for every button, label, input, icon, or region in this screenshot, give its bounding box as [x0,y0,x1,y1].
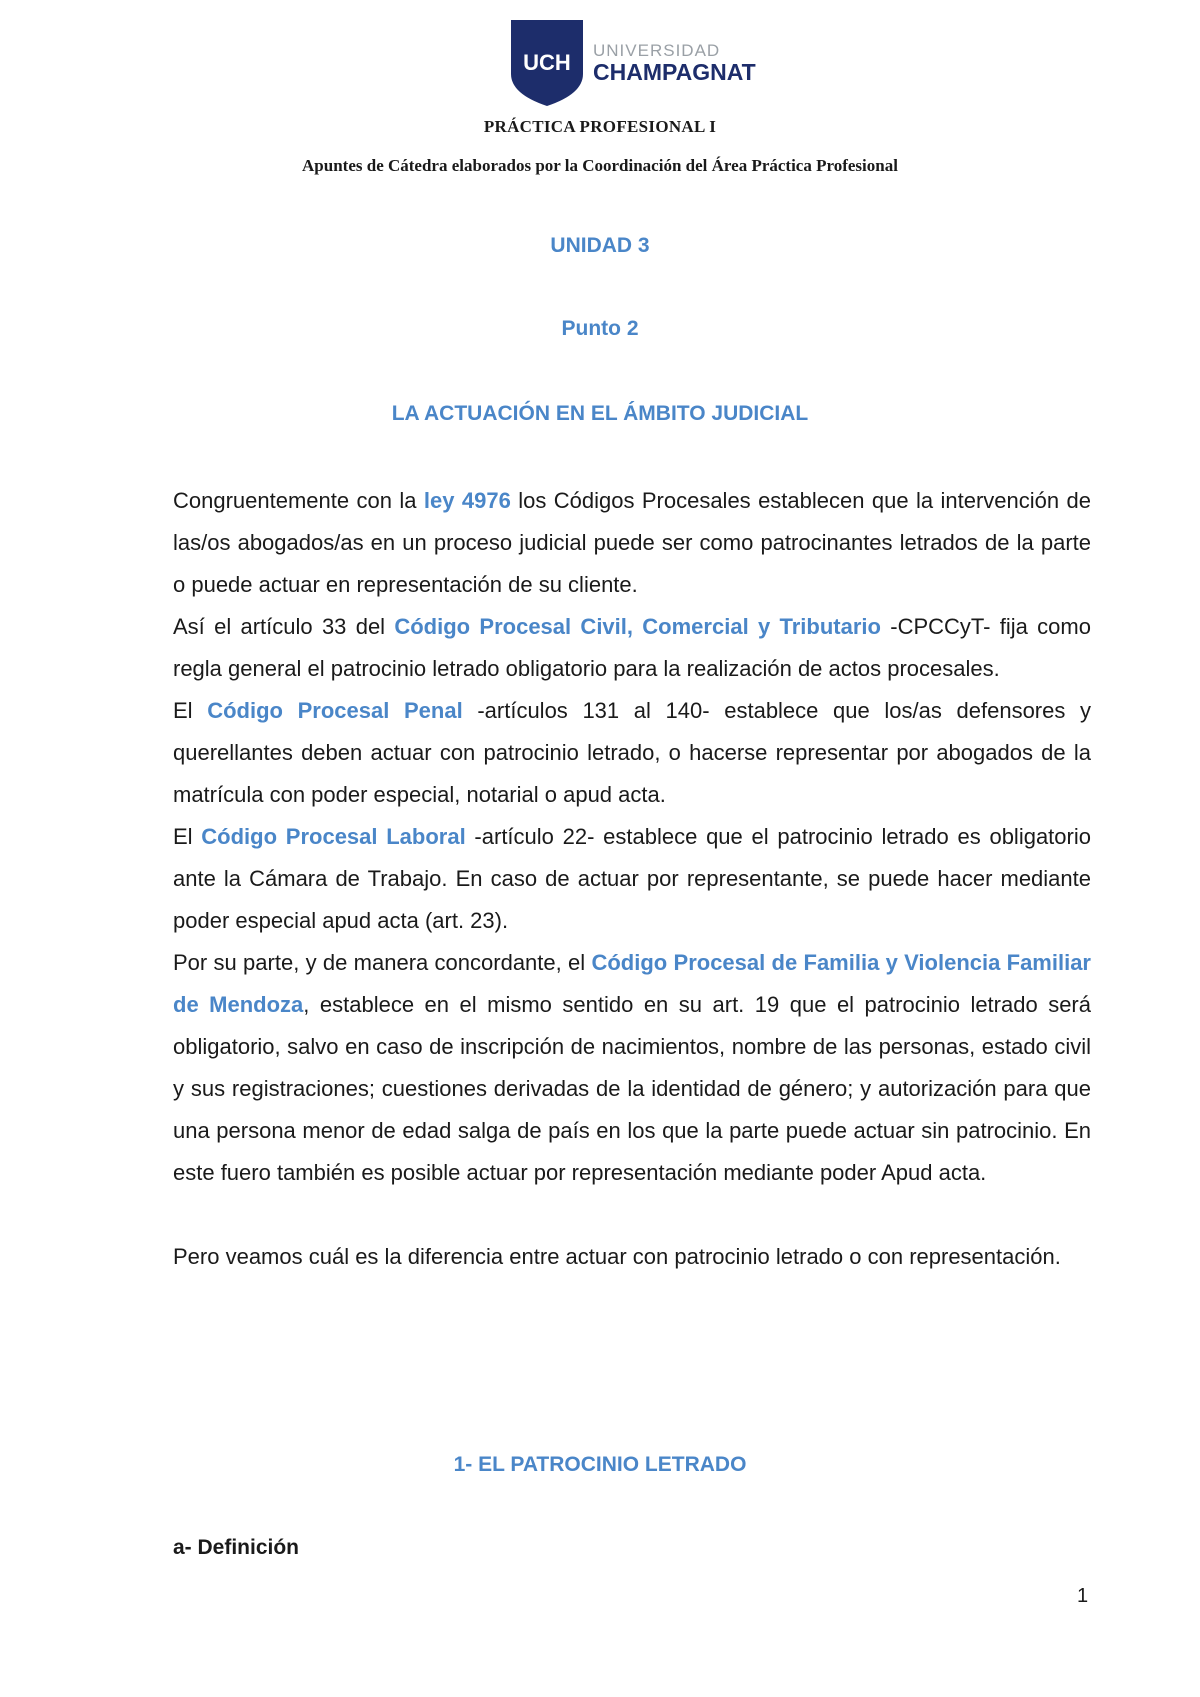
paragraph-1 [173,480,1091,606]
paragraph-4 [173,816,1091,942]
paragraph-spacer [173,1194,1091,1236]
document-header-title: PRÁCTICA PROFESIONAL I [483,117,717,136]
paragraph-3-text: El [173,698,208,723]
paragraph-3-text-2: -artículos 131 al 140- establece que los/as defensores y querellantes deben actuar con patrocinio letrado, o hacerse representar por abogados de la matrícula con poder especial, notarial o apud acta. [173,698,1092,807]
paragraph-6: Pero veamos cuál es la diferencia entre actuar con patrocinio letrado o con representación. [173,1244,1061,1269]
definicion-subheading: a- Definición [173,1536,300,1559]
paragraph-4-text: El [173,824,202,849]
paragraph-2 [173,606,1091,690]
patrocinio-letrado-heading: 1- EL PATROCINIO LETRADO [453,1453,747,1476]
paragraph-3 [173,690,1091,816]
paragraph-1-text-2: los Códigos Procesales establecen que la intervención de las/os abogados/as en un proceso judicial puede ser como patrocinantes letrados de la parte o puede actuar en representación de su cliente. [173,488,1091,597]
cpccyt-link[interactable]: Código Procesal Civil, Comercial y Tributario [394,614,881,639]
paragraph-5-text-2: , establece en el mismo sentido en su art. 19 que el patrocinio letrado será obligatorio, salvo en caso de inscripción de nacimientos, nombre de las personas, estado civil y sus registraciones; cuestiones derivadas de la identidad de género; y autorización para que una persona menor de edad salga de país en los que la parte puede actuar sin patrocinio. En este fuero también es posible actuar por representación mediante poder Apud acta. [173,992,1091,1185]
university-logo-graphic [507,14,759,110]
logo-mark: UCH [523,50,571,75]
unit-heading: UNIDAD 3 [550,234,650,257]
paragraph-2-text-2: -CPCCyT- fija como regla general el patrocinio letrado obligatorio para la realización de actos procesales. [173,614,1091,681]
codigo-procesal-laboral-link[interactable]: Código Procesal Laboral [201,824,466,849]
body-text [173,480,1091,1278]
section-heading: LA ACTUACIÓN EN EL ÁMBITO JUDICIAL [391,402,809,425]
ley-4976-link[interactable]: ley 4976 [423,488,511,513]
logo-line1: UNIVERSIDAD [593,41,721,60]
paragraph-5-text: Por su parte, y de manera concordante, el [173,950,592,975]
page-number: 1 [1077,1585,1089,1607]
point-heading: Punto 2 [561,317,639,340]
paragraph-4-text-2: -artículo 22- establece que el patrocinio letrado es obligatorio ante la Cámara de Trabajo. En caso de actuar por representante, se puede hacer mediante poder especial apud acta (art. 23). [173,824,1091,933]
logo-line2: CHAMPAGNAT [593,59,756,85]
paragraph-2-text: Así el artículo 33 del [173,614,395,639]
paragraph-5 [173,942,1091,1194]
document-header-subtitle: Apuntes de Cátedra elaborados por la Coordinación del Área Práctica Profesional [302,156,898,175]
codigo-procesal-penal-link[interactable]: Código Procesal Penal [207,698,463,723]
university-logo [507,14,759,110]
paragraph-1-text: Congruentemente con la [173,488,424,513]
codigo-procesal-familia-link[interactable]: Código Procesal de Familia y Violencia Familiar de Mendoza [173,950,1091,1017]
